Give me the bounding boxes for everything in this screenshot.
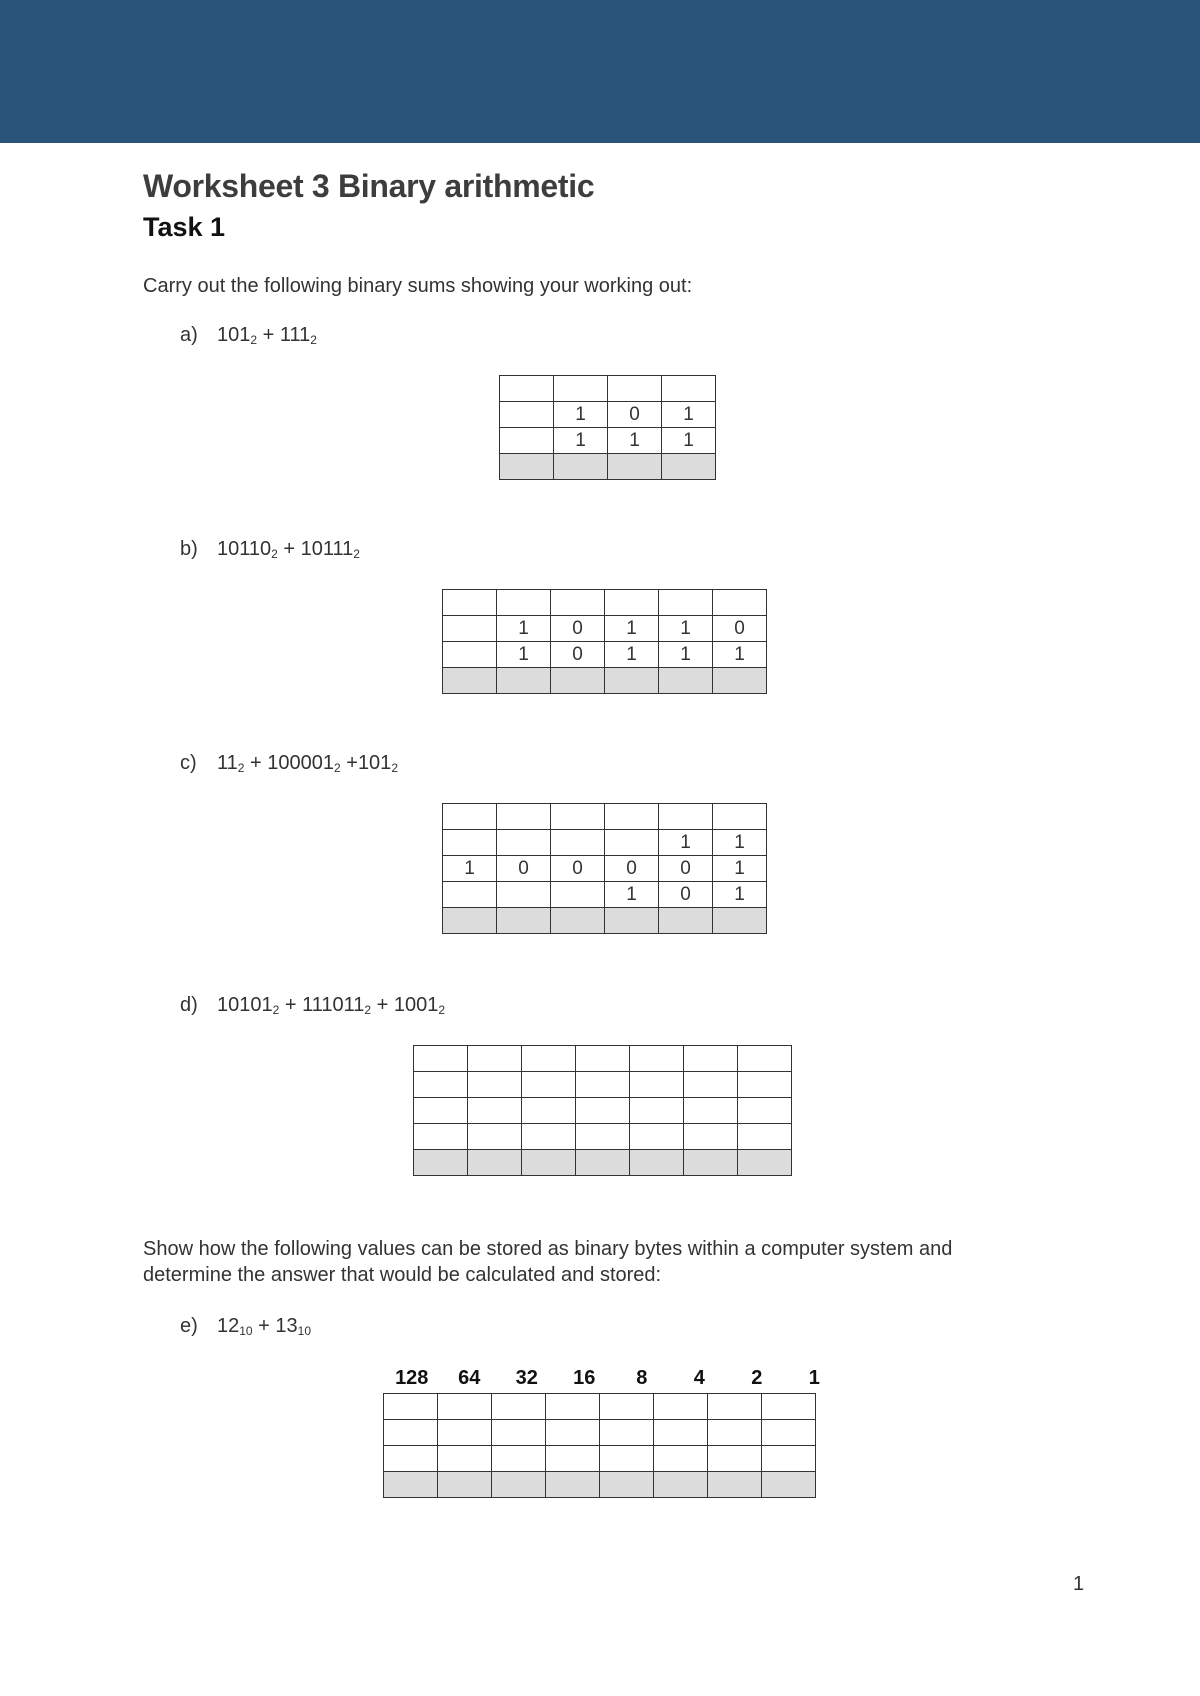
binary-number: 100001 — [267, 752, 334, 774]
grid-cell[interactable] — [443, 830, 497, 856]
grid-row — [414, 1046, 792, 1072]
grid-cell[interactable]: 1 — [605, 616, 659, 642]
grid-cell[interactable] — [500, 376, 554, 402]
grid-d — [413, 1045, 792, 1176]
answer-cell[interactable] — [522, 1150, 576, 1176]
grid-row — [443, 830, 767, 856]
answer-cell[interactable] — [443, 908, 497, 934]
grid-row — [443, 882, 767, 908]
answer-row — [384, 1472, 816, 1498]
grid-cell[interactable] — [414, 1124, 468, 1150]
grid-cell[interactable] — [630, 1098, 684, 1124]
grid-cell[interactable]: 1 — [497, 642, 551, 668]
answer-cell[interactable] — [605, 668, 659, 694]
grid-row — [500, 376, 716, 402]
grid-cell[interactable] — [414, 1046, 468, 1072]
instruction-text-2-line-2: determine the answer that would be calculated and stored: — [143, 1264, 662, 1286]
grid-cell[interactable] — [468, 1046, 522, 1072]
question-a: a) $101_2 + 111_2$ — [180, 324, 317, 347]
number-base: 2 — [334, 761, 341, 775]
place-value-label: 4 — [693, 1367, 705, 1389]
grid-row — [443, 616, 767, 642]
answer-cell[interactable] — [608, 454, 662, 480]
grid-cell[interactable] — [762, 1420, 816, 1446]
grid-cell[interactable] — [497, 882, 551, 908]
answer-cell[interactable] — [414, 1150, 468, 1176]
grid-cell[interactable] — [443, 590, 497, 616]
answer-cell[interactable] — [554, 454, 608, 480]
grid-cell[interactable] — [443, 616, 497, 642]
grid-cell[interactable]: 0 — [608, 402, 662, 428]
grid-cell[interactable]: 1 — [713, 882, 767, 908]
question-b: b) $10110_2 + 10111_2$ — [180, 538, 360, 561]
place-value-label: 1 — [808, 1367, 820, 1389]
number-base: 10 — [297, 1324, 312, 1338]
grid-row — [384, 1420, 816, 1446]
grid-cell[interactable] — [630, 1124, 684, 1150]
grid-cell[interactable] — [684, 1124, 738, 1150]
answer-row — [443, 668, 767, 694]
grid-cell[interactable]: 0 — [713, 616, 767, 642]
answer-cell[interactable] — [662, 454, 716, 480]
binary-number: 12 — [217, 1315, 240, 1337]
place-value-header — [383, 1363, 843, 1393]
grid-cell[interactable] — [605, 804, 659, 830]
place-value-label: 16 — [573, 1367, 596, 1389]
answer-cell[interactable] — [443, 668, 497, 694]
number-base: 2 — [250, 333, 258, 347]
grid-cell[interactable] — [659, 590, 713, 616]
grid-cell[interactable] — [522, 1046, 576, 1072]
header-banner — [0, 0, 1200, 143]
grid-cell[interactable] — [713, 804, 767, 830]
grid-cell[interactable]: 1 — [497, 616, 551, 642]
grid-cell[interactable]: 0 — [551, 616, 605, 642]
grid-cell[interactable] — [605, 590, 659, 616]
grid-cell[interactable]: 1 — [659, 616, 713, 642]
grid-cell[interactable]: 1 — [713, 830, 767, 856]
grid-cell[interactable] — [492, 1446, 546, 1472]
grid-cell[interactable] — [576, 1124, 630, 1150]
grid-cell[interactable] — [762, 1394, 816, 1420]
grid-row — [443, 590, 767, 616]
grid-cell[interactable] — [443, 804, 497, 830]
number-base: 2 — [237, 761, 245, 775]
place-value-label: 64 — [458, 1367, 481, 1389]
grid-cell[interactable] — [738, 1046, 792, 1072]
binary-number: 111 — [279, 324, 311, 346]
grid-cell[interactable]: 1 — [605, 642, 659, 668]
place-value-label: 8 — [636, 1367, 648, 1389]
answer-cell[interactable] — [492, 1472, 546, 1498]
grid-row — [443, 856, 767, 882]
answer-cell[interactable] — [708, 1472, 762, 1498]
grid-cell[interactable] — [554, 376, 608, 402]
answer-row — [443, 908, 767, 934]
grid-cell[interactable] — [654, 1420, 708, 1446]
place-value-label: 128 — [395, 1367, 429, 1389]
grid-cell[interactable] — [600, 1446, 654, 1472]
question-letter: a) — [180, 324, 198, 346]
question-c: c) $11_2 + 100001_2 +101_2$ — [180, 752, 398, 775]
question-d: d) $10101_2 + 111011_2 + 1001_2$ — [180, 994, 446, 1017]
grid-cell[interactable] — [600, 1394, 654, 1420]
question-letter: d) — [180, 994, 198, 1016]
grid-cell[interactable] — [546, 1420, 600, 1446]
answer-cell[interactable] — [738, 1150, 792, 1176]
answer-cell[interactable] — [684, 1150, 738, 1176]
answer-cell[interactable] — [551, 668, 605, 694]
answer-cell[interactable] — [438, 1472, 492, 1498]
number-base: 2 — [391, 761, 398, 775]
grid-cell[interactable] — [708, 1446, 762, 1472]
number-base: 2 — [364, 1003, 372, 1017]
answer-cell[interactable] — [659, 908, 713, 934]
grid-cell[interactable]: 0 — [659, 856, 713, 882]
answer-cell[interactable] — [551, 908, 605, 934]
grid-cell[interactable]: 1 — [659, 642, 713, 668]
grid-cell[interactable] — [762, 1446, 816, 1472]
grid-cell[interactable] — [576, 1098, 630, 1124]
answer-cell[interactable] — [497, 908, 551, 934]
binary-number: 13 — [275, 1315, 298, 1337]
grid-cell[interactable] — [551, 882, 605, 908]
instruction-text: Carry out the following binary sums showing your working out: — [143, 275, 693, 297]
grid-cell[interactable] — [443, 642, 497, 668]
grid-cell[interactable] — [492, 1420, 546, 1446]
grid-cell[interactable] — [438, 1420, 492, 1446]
grid-e — [383, 1393, 816, 1498]
grid-cell[interactable] — [684, 1098, 738, 1124]
grid-row — [500, 402, 716, 428]
grid-cell[interactable] — [708, 1394, 762, 1420]
grid-cell[interactable] — [662, 376, 716, 402]
grid-row — [414, 1124, 792, 1150]
grid-row — [384, 1394, 816, 1420]
answer-cell[interactable] — [762, 1472, 816, 1498]
place-value-label: 32 — [515, 1367, 538, 1389]
grid-cell[interactable]: 1 — [608, 428, 662, 454]
answer-cell[interactable] — [468, 1150, 522, 1176]
grid-row — [443, 804, 767, 830]
place-value-label: 2 — [751, 1367, 763, 1389]
grid-cell[interactable] — [654, 1446, 708, 1472]
binary-number: 101 — [357, 752, 392, 774]
grid-cell[interactable] — [576, 1072, 630, 1098]
binary-number: 1001 — [393, 994, 439, 1016]
grid-cell[interactable] — [738, 1124, 792, 1150]
grid-cell[interactable] — [384, 1420, 438, 1446]
number-base: 2 — [271, 547, 278, 561]
grid-cell[interactable]: 1 — [713, 856, 767, 882]
number-base: 10 — [239, 1324, 253, 1338]
grid-cell[interactable] — [443, 882, 497, 908]
grid-cell[interactable]: 1 — [605, 882, 659, 908]
grid-cell[interactable] — [522, 1124, 576, 1150]
answer-cell[interactable] — [630, 1150, 684, 1176]
grid-cell[interactable] — [438, 1446, 492, 1472]
grid-cell[interactable]: 1 — [713, 642, 767, 668]
answer-row — [500, 454, 716, 480]
grid-cell[interactable] — [551, 590, 605, 616]
grid-cell[interactable]: 1 — [554, 428, 608, 454]
answer-cell[interactable] — [500, 454, 554, 480]
binary-number: 10111 — [300, 538, 354, 560]
answer-cell[interactable] — [497, 668, 551, 694]
grid-cell[interactable]: 0 — [659, 882, 713, 908]
grid-row — [443, 642, 767, 668]
question-letter: e) — [180, 1315, 198, 1337]
page-title: Worksheet 3 Binary arithmetic — [143, 168, 595, 204]
grid-cell[interactable] — [522, 1098, 576, 1124]
binary-number: 111011 — [302, 994, 365, 1016]
question-e: e) $12_{10} + 13_{10}$ — [180, 1315, 312, 1338]
grid-cell[interactable]: 1 — [554, 402, 608, 428]
answer-cell[interactable] — [576, 1150, 630, 1176]
grid-row — [414, 1098, 792, 1124]
grid-cell[interactable] — [497, 590, 551, 616]
grid-cell[interactable] — [605, 830, 659, 856]
binary-number: 101 — [217, 324, 251, 346]
grid-cell[interactable] — [684, 1046, 738, 1072]
grid-cell[interactable]: 0 — [497, 856, 551, 882]
grid-cell[interactable] — [500, 402, 554, 428]
grid-cell[interactable] — [414, 1072, 468, 1098]
grid-cell[interactable] — [630, 1072, 684, 1098]
binary-number: 10110 — [217, 538, 272, 560]
question-letter: c) — [180, 752, 197, 774]
answer-cell[interactable] — [654, 1472, 708, 1498]
answer-cell[interactable] — [546, 1472, 600, 1498]
grid-cell[interactable]: 1 — [443, 856, 497, 882]
grid-b — [442, 589, 767, 694]
grid-cell[interactable]: 1 — [662, 428, 716, 454]
binary-number: 11 — [217, 752, 238, 774]
grid-cell[interactable] — [576, 1046, 630, 1072]
grid-cell[interactable] — [522, 1072, 576, 1098]
grid-cell[interactable] — [551, 830, 605, 856]
answer-cell[interactable] — [713, 668, 767, 694]
grid-cell[interactable]: 0 — [551, 642, 605, 668]
grid-cell[interactable] — [551, 804, 605, 830]
answer-row — [414, 1150, 792, 1176]
grid-cell[interactable]: 0 — [551, 856, 605, 882]
answer-cell[interactable] — [384, 1472, 438, 1498]
grid-row — [414, 1072, 792, 1098]
grid-cell[interactable] — [654, 1394, 708, 1420]
grid-c — [442, 803, 767, 934]
number-base: 2 — [310, 333, 317, 347]
grid-cell[interactable] — [738, 1098, 792, 1124]
grid-cell[interactable] — [713, 590, 767, 616]
grid-cell[interactable]: 0 — [605, 856, 659, 882]
grid-cell[interactable] — [608, 376, 662, 402]
grid-cell[interactable] — [468, 1072, 522, 1098]
grid-cell[interactable] — [497, 804, 551, 830]
grid-cell[interactable] — [546, 1394, 600, 1420]
grid-cell[interactable] — [492, 1394, 546, 1420]
grid-cell[interactable] — [438, 1394, 492, 1420]
grid-cell[interactable] — [546, 1446, 600, 1472]
answer-cell[interactable] — [659, 668, 713, 694]
grid-cell[interactable] — [468, 1124, 522, 1150]
question-letter: b) — [180, 538, 198, 560]
answer-cell[interactable] — [713, 908, 767, 934]
answer-cell[interactable] — [600, 1472, 654, 1498]
grid-cell[interactable] — [384, 1394, 438, 1420]
task-heading: Task 1 — [143, 212, 226, 242]
grid-cell[interactable] — [497, 830, 551, 856]
grid-cell[interactable] — [738, 1072, 792, 1098]
grid-cell[interactable] — [600, 1420, 654, 1446]
grid-cell[interactable]: 1 — [659, 830, 713, 856]
number-base: 2 — [353, 547, 360, 561]
instruction-text-2-line-1: Show how the following values can be stored as binary bytes within a computer system and — [143, 1238, 953, 1260]
answer-cell[interactable] — [605, 908, 659, 934]
grid-cell[interactable] — [708, 1420, 762, 1446]
number-base: 2 — [438, 1003, 446, 1017]
grid-cell[interactable] — [468, 1098, 522, 1124]
grid-cell[interactable] — [684, 1072, 738, 1098]
grid-row — [500, 428, 716, 454]
grid-cell[interactable] — [384, 1446, 438, 1472]
grid-cell[interactable]: 1 — [662, 402, 716, 428]
grid-cell[interactable] — [500, 428, 554, 454]
binary-number: 10101 — [217, 994, 273, 1016]
grid-cell[interactable] — [659, 804, 713, 830]
grid-row — [384, 1446, 816, 1472]
grid-a — [499, 375, 716, 480]
page-number: 1 — [1073, 1573, 1085, 1595]
grid-cell[interactable] — [414, 1098, 468, 1124]
number-base: 2 — [272, 1003, 280, 1017]
grid-cell[interactable] — [630, 1046, 684, 1072]
